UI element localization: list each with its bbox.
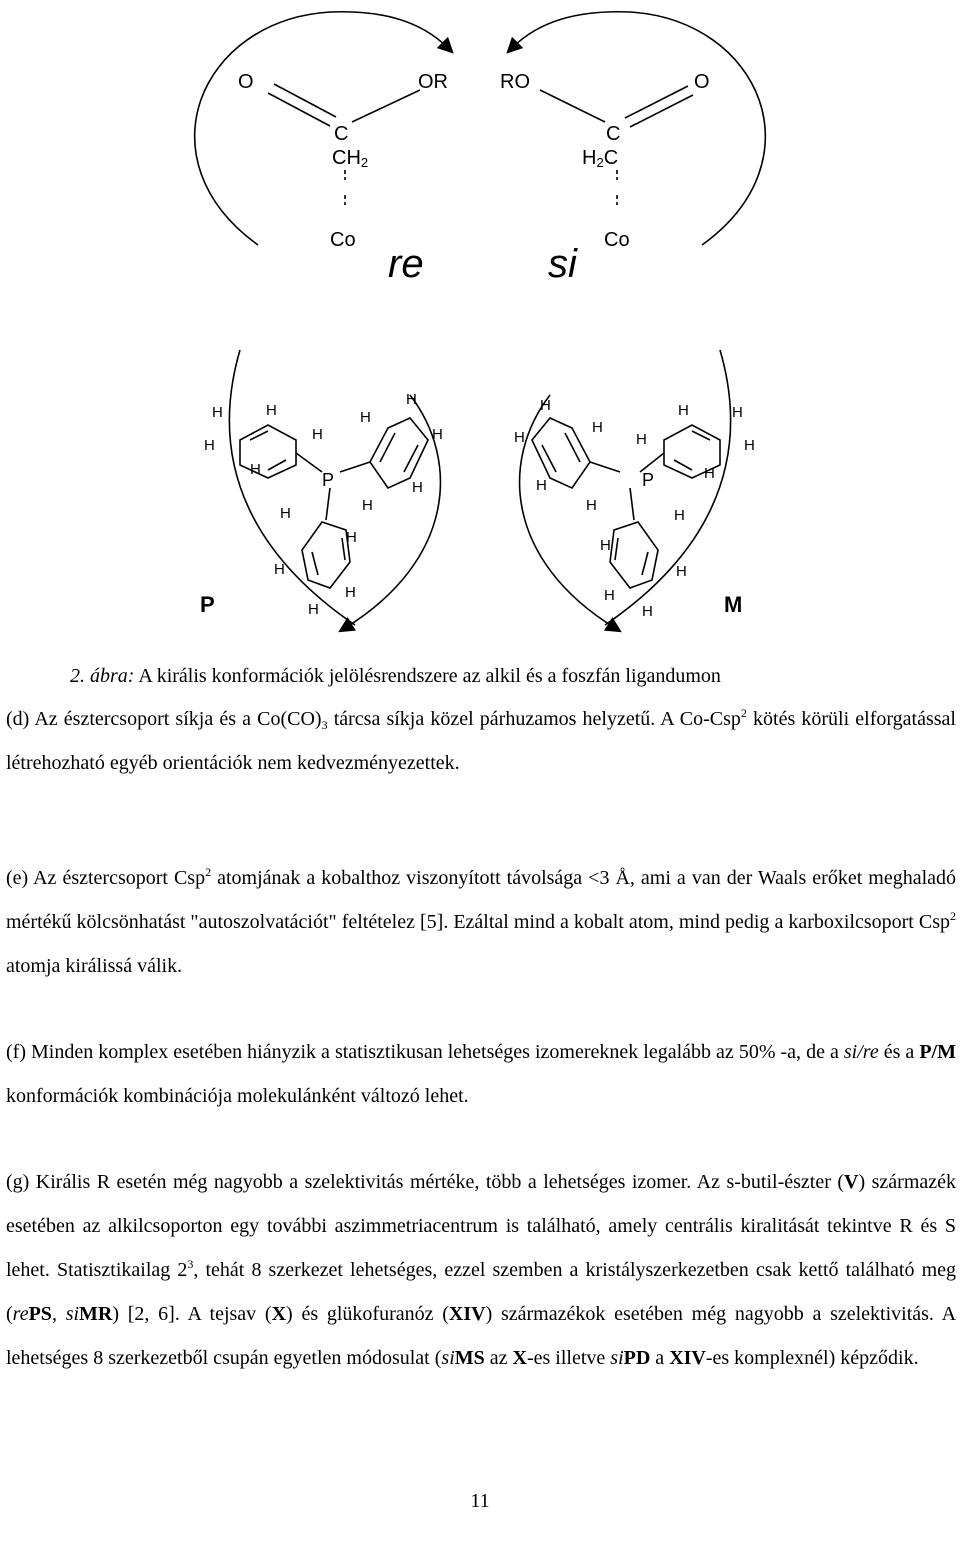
h-atom-label: H [732,404,743,421]
p-helix-arrow [229,350,355,625]
figure-chirality-schemes [0,0,960,650]
h-atom-label: H [274,561,285,578]
h-atom-label: H [592,419,603,436]
h-atom-label: H [642,603,653,620]
left-phosphorus-label: P [322,470,335,490]
h-atom-label: H [586,497,597,514]
left-cobalt-label: Co [330,229,356,251]
m-helix-arrow [605,350,731,625]
right-cobalt-label: Co [604,229,630,251]
h-atom-label: H [280,505,291,522]
left-or-label: OR [418,71,448,93]
paragraph-g: (g) Királis R esetén még nagyobb a szelektivitás mértéke, több a lehetséges izomer. Az s-butil-észter (V) származék esetében az alkilcsoporton egy további aszimmetriacentrum is található, amely centrális kiralitását tekintve R és S lehet. Statisztikailag $2^3$, tehát 8 szerkezet lehetséges, ezzel szemben a kristályszerkezetben csak kettő található meg (rePS, siMR) [2, 6]. A tejsav (X) és glükofuranóz (XIV) származékok esetében még nagyobb a szelektivitás. A lehetséges 8 szerkezetből csupán egyetlen módosulat (siMS az X-es illetve siPD a XIV-es komplexnél) képződik. [6,1171,957,1369]
h-atom-label: H [406,391,417,408]
h-atom-label: H [674,507,685,524]
h-atom-label: H [266,402,277,419]
m-helicity-label: M [724,592,743,617]
right-oxygen-label: O [694,71,710,93]
h-atom-label: H [312,426,323,443]
h-atom-label: H [636,431,647,448]
h-atom-label: H [204,437,215,454]
h-atom-label: H [514,429,525,446]
si-face-label: si [548,242,577,286]
paragraph-e: (e) Az észtercsoport Csp$^2$ atomjának a kobalthoz viszonyított távolsága <3 Å, ami a van der Waals erőket meghaladó mértékű kölcsönhatást "autoszolvatációt" feltételez [5]. Ezáltal mind a kobalt atom, mind pedig a karboxilcsoport Csp$^2$ atomja királissá válik. [6,865,957,977]
caption-text: A királis konformációk jelölésrendszere az alkil és a foszfán ligandumon [134,665,721,687]
h-atom-label: H [536,477,547,494]
caption-number: 2. ábra: [70,665,135,687]
right-carbon-label: C [606,123,621,145]
si-rotation-arrow [512,12,765,245]
h-atom-label: H [678,402,689,419]
h-atom-label: H [308,601,319,618]
figure-caption [70,664,721,688]
paragraph-d: (d) Az észtercsoport síkja és a $Co(CO)_3$ tárcsa síkja közel párhuzamos helyzetű. A Co-Csp$^2$ kötés körüli elforgatással létrehozható egyéb orientációk nem kedvezményezettek. [6,706,956,774]
h-atom-label: H [604,587,615,604]
h-atom-label: H [540,397,551,414]
h-atom-label: H [704,465,715,482]
h-atom-label: H [432,426,443,443]
h-atom-label: H [362,497,373,514]
h-atom-label: H [412,479,423,496]
h-atom-label: H [676,563,687,580]
right-phosphorus-label: P [642,470,655,490]
p-helix-arrow-tail [345,395,440,628]
h-atom-label: H [346,529,357,546]
re-rotation-arrow [195,12,448,245]
figure-line-art [0,0,960,650]
p-helicity-label: P [200,592,215,617]
h-atom-label: H [744,437,755,454]
h-atom-label: H [360,409,371,426]
page-number: 11 [470,1490,490,1512]
h-atom-label: H [250,461,261,478]
h-atom-label: H [345,584,356,601]
paragraph-f: (f) Minden komplex esetében hiányzik a statisztikusan lehetséges izomereknek legalább az 50% -a, de a si/re és a P/M konformációk kombinációja molekulánként változó lehet. [6,1041,956,1107]
h-atom-label: H [600,537,611,554]
left-carbon-label: C [334,123,349,145]
left-ch2-label: $CH_2$ [332,147,369,170]
left-oxygen-label: O [238,71,254,93]
right-h2c-label: $H_2C$ [582,147,619,170]
re-face-label: re [388,242,424,286]
right-ro-label: RO [500,71,530,93]
h-atom-label: H [212,404,223,421]
